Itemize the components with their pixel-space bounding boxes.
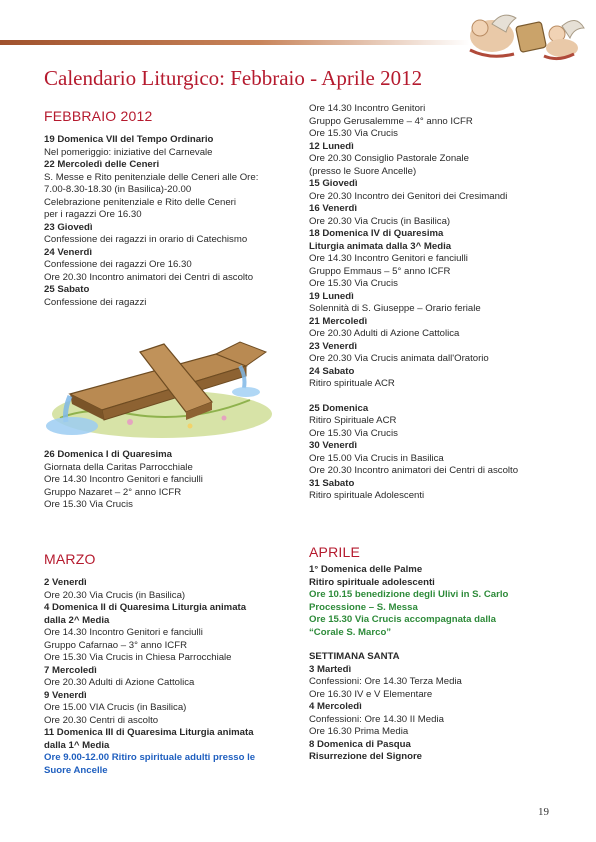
event-detail-line: Ore 14.30 Incontro Genitori e fanciulli	[44, 474, 203, 485]
event-detail-line: Ore 15.30 Via Crucis	[44, 499, 133, 510]
event-detail-line: Ore 15.30 Via Crucis	[309, 427, 398, 439]
event-detail-line: Ore 9.00-12.00 Ritiro spirituale adulti presso le	[44, 752, 256, 763]
february-section	[44, 108, 294, 309]
spacer	[309, 639, 579, 651]
event-date-line: dalla 2^ Media	[44, 614, 110, 626]
event-date-line: 12 Lunedì	[309, 140, 354, 152]
event-date-line: 19 Domenica VII del Tempo Ordinario	[44, 134, 214, 145]
event-date-line: dalla 1^ Media	[44, 739, 110, 751]
event-detail-line: Ore 16.30 Prima Media	[309, 726, 409, 737]
event-date-line: 1° Domenica delle Palme	[309, 564, 423, 575]
event-detail-line: Gruppo Gerusalemme – 4° anno ICFR	[309, 115, 473, 127]
event-detail-line: Ore 20.30 Incontro dei Genitori dei Cresimandi	[309, 190, 508, 202]
event-date-line: 26 Domenica I di Quaresima	[44, 449, 172, 460]
event-date-line: 22 Mercoledì delle Ceneri	[44, 159, 160, 170]
event-detail-line: Confessioni: Ore 14.30 II Media	[309, 713, 444, 725]
february-section-cont	[44, 449, 294, 512]
march-heading: MARZO	[44, 551, 96, 567]
event-detail-line: 7.00-8.30-18.30 (in Basilica)-20.00	[44, 184, 192, 195]
event-detail-line: Nel pomeriggio: iniziative del Carnevale	[44, 146, 213, 158]
event-date-line: Risurrezione del Signore	[309, 751, 423, 762]
event-detail-line: Gruppo Nazaret – 2° anno ICFR	[44, 486, 182, 498]
event-date-line: Ritiro spirituale adolescenti	[309, 576, 435, 588]
event-detail-line: Ore 15.30 Via Crucis in Chiesa Parrocchiale	[44, 652, 232, 663]
april-heading: APRILE	[309, 544, 360, 560]
event-date-line: 16 Venerdì	[309, 203, 357, 214]
event-detail-line: Gruppo Emmaus – 5° anno ICFR	[309, 265, 451, 277]
event-detail-line: S. Messe e Rito penitenziale delle Ceneri alle Ore:	[44, 171, 259, 183]
event-detail-line: per i ragazzi Ore 16.30	[44, 209, 142, 220]
event-detail-line: Ore 20.30 Adulti di Azione Cattolica	[44, 677, 195, 688]
event-date-line: 23 Venerdì	[309, 340, 357, 352]
event-detail-line: Ore 14.30 Incontro Genitori e fanciulli	[309, 253, 468, 264]
event-detail-line: (presso le Suore Ancelle)	[309, 165, 417, 177]
event-detail-line: Giornata della Caritas Parrocchiale	[44, 461, 193, 473]
february-heading: FEBBRAIO 2012	[44, 108, 153, 124]
event-detail-line: Confessione dei ragazzi Ore 16.30	[44, 259, 192, 270]
event-date-line: 11 Domenica III di Quaresima Liturgia animata	[44, 727, 254, 738]
spacer	[309, 391, 579, 403]
header-rule	[0, 40, 470, 45]
event-date-line: 9 Venerdì	[44, 689, 87, 701]
event-detail-line: Celebrazione penitenziale e Rito delle Ceneri	[44, 196, 236, 208]
event-detail-line: Ore 20.30 Via Crucis (in Basilica)	[44, 589, 186, 601]
event-detail-line: “Corale S. Marco”	[309, 626, 392, 638]
event-detail-line: Ore 20.30 Incontro animatori dei Centri di ascolto	[44, 271, 254, 283]
event-detail-line: Ore 14.30 Incontro Genitori	[309, 103, 426, 114]
event-detail-line: Ore 20.30 Consiglio Pastorale Zonale	[309, 153, 469, 164]
event-detail-line: Gruppo Cafarnao – 3° anno ICFR	[44, 639, 188, 651]
event-date-line: 15 Giovedì	[309, 178, 358, 189]
event-date-line: 23 Giovedì	[44, 221, 93, 233]
event-date-line: SETTIMANA SANTA	[309, 651, 400, 662]
event-date-line: 8 Domenica di Pasqua	[309, 738, 411, 750]
event-date-line: 24 Sabato	[309, 365, 355, 377]
event-detail-line: Ore 20.30 Incontro animatori dei Centri di ascolto	[309, 465, 519, 476]
event-date-line: 31 Sabato	[309, 477, 355, 489]
april-section	[309, 544, 579, 764]
event-detail-line: Ore 15.30 Via Crucis	[309, 128, 398, 139]
event-date-line: 18 Domenica IV di Quaresima	[309, 228, 444, 239]
event-detail-line: Ritiro Spirituale ACR	[309, 415, 397, 426]
event-detail-line: Ore 16.30 IV e V Elementare	[309, 688, 433, 700]
event-detail-line: Confessioni: Ore 14.30 Terza Media	[309, 676, 462, 687]
event-detail-line: Ore 15.00 VIA Crucis (in Basilica)	[44, 702, 187, 713]
event-date-line: 2 Venerdì	[44, 577, 87, 588]
event-detail-line: Suore Ancelle	[44, 764, 108, 776]
event-detail-line: Ritiro spirituale ACR	[309, 378, 395, 389]
march-section	[44, 551, 294, 777]
cherubs-ornament-icon	[462, 6, 586, 64]
event-date-line: 24 Venerdì	[44, 246, 92, 258]
event-detail-line: Ore 15.30 Via Crucis accompagnata dalla	[309, 614, 496, 625]
event-detail-line: Ore 15.00 Via Crucis in Basilica	[309, 452, 444, 464]
event-detail-line: Ore 15.30 Via Crucis	[309, 278, 398, 289]
event-date-line: 19 Lunedì	[309, 290, 354, 302]
event-date-line: Liturgia animata dalla 3^ Media	[309, 240, 452, 252]
event-detail-line: Ore 10.15 benedizione degli Ulivi in S. Carlo	[309, 589, 509, 600]
page-number: 19	[538, 806, 549, 818]
event-date-line: 7 Mercoledì	[44, 664, 97, 676]
event-detail-line: Processione – S. Messa	[309, 601, 418, 613]
event-date-line: 21 Mercoledì	[309, 315, 368, 327]
event-date-line: 4 Mercoledì	[309, 701, 362, 712]
event-detail-line: Ore 20.30 Centri di ascolto	[44, 714, 159, 726]
event-date-line: 25 Sabato	[44, 284, 90, 295]
event-detail-line: Ore 20.30 Via Crucis (in Basilica)	[309, 215, 451, 227]
event-date-line: 30 Venerdì	[309, 440, 357, 451]
page-title: Calendario Liturgico: Febbraio - Aprile 2012	[44, 66, 423, 90]
event-detail-line: Ore 20.30 Adulti di Azione Cattolica	[309, 328, 460, 339]
event-detail-line: Ritiro spirituale Adolescenti	[309, 490, 425, 501]
event-detail-line: Ore 20.30 Via Crucis animata dall'Oratorio	[309, 353, 489, 364]
event-date-line: 25 Domenica	[309, 402, 369, 414]
wooden-cross-fountain-icon	[40, 322, 278, 444]
event-detail-line: Confessione dei ragazzi	[44, 296, 147, 308]
event-detail-line: Solennità di S. Giuseppe – Orario feriale	[309, 303, 481, 314]
event-date-line: 3 Martedì	[309, 663, 352, 675]
event-detail-line: Confessione dei ragazzi in orario di Catechismo	[44, 234, 248, 245]
february-section-right	[309, 103, 579, 503]
event-detail-line: Ore 14.30 Incontro Genitori e fanciulli	[44, 627, 203, 638]
event-date-line: 4 Domenica II di Quaresima Liturgia animata	[44, 602, 247, 613]
